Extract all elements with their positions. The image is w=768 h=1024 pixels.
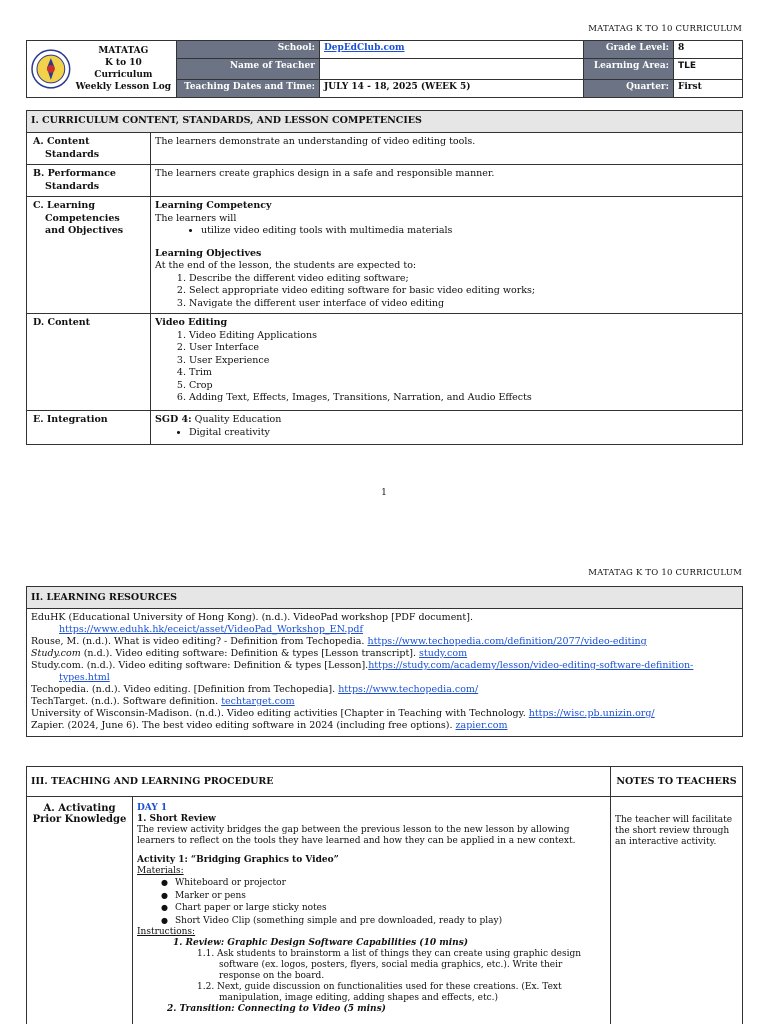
content-item: 2. User Interface [189,342,738,355]
dates-value: JULY 14 - 18, 2025 (WEEK 5) [320,80,584,98]
section-resources-table [26,586,743,737]
content-item: 1. Video Editing Applications [189,330,738,343]
area-label: Learning Area: [584,59,674,80]
reference-item: University of Wisconsin-Madison. (n.d.). Video editing activities [Chapter in Teaching with Technology. https://wisc.pb.unizin.org/ [31,708,655,719]
day-label: DAY 1 [137,803,168,813]
objective-item: 2. Select appropriate video editing software for basic video editing works; [189,285,738,298]
material-item: ● Marker or pens [175,890,606,903]
reference-item: Zapier. (2024, June 6). The best video editing software in 2024 (including free options). zapier.com [31,720,508,731]
reference-item: Techopedia. (n.d.). Video editing. [Definition from Techopedia]. https://www.techopedia.com/ [31,684,479,695]
instructions-label: Instructions: [137,927,196,937]
content-heading: Video Editing [155,317,228,328]
objectives-heading: Learning Objectives [155,247,262,259]
step-1: 1. Review: Graphic Design Software Capabilities (10 mins) [173,938,469,948]
reference-item: EduHK (Educational University of Hong Kong). (n.d.). VideoPad workshop [PDF document]. https://www.eduhk.hk/eceict/asset/VideoPad_Workshop_EN.pdf [31,612,473,635]
performance-standards-label: B. Performance Standards [33,168,116,192]
material-item: ● Whiteboard or projector [175,877,606,890]
reference-link[interactable]: https://www.techopedia.com/ [338,684,479,695]
objective-item: 3. Navigate the different user interface of video editing [189,298,738,311]
reference-item: Rouse, M. (n.d.). What is video editing? - Definition from Techopedia. https://www.techopedia.com/definition/2077/video-editing [31,636,647,647]
teacher-label: Name of Teacher [177,59,320,80]
competencies-label: C. Learning Competencies and Objectives [33,200,124,236]
competency-heading: Learning Competency [155,200,272,211]
integration-item: • Digital creativity [189,427,738,440]
section-curriculum-table [26,110,743,445]
reference-link[interactable]: study.com [419,648,468,659]
reference-item: Study.com. (n.d.). Video editing software: Definition & types [Lesson].https://study.com/academy/lesson/video-editing-software-definition-types.html [31,660,694,683]
content-label: D. Content [33,317,91,328]
integration-cell [151,411,743,445]
integration-label: E. Integration [33,414,108,425]
activity-heading: Activity 1: “Bridging Graphics to Video” [137,855,339,865]
reference-item: Study.com (n.d.). Video editing software: Definition & types [Lesson transcript]. study.com [31,648,468,659]
logo-title-2: K to 10 Curriculum [94,58,153,80]
logo-title-1: MATATAG [98,46,149,56]
performance-standards-text: The learners create graphics design in a safe and responsible manner. [151,165,743,197]
material-item: ● Chart paper or large sticky notes [175,902,606,915]
objectives-intro: At the end of the lesson, the students are expected to: [155,260,417,271]
competency-item: • utilize video editing tools with multimedia materials [201,225,738,238]
content-cell [151,314,743,411]
reference-link[interactable]: techtarget.com [221,696,295,707]
material-item: ● Short Video Clip (something simple and pre downloaded, ready to play) [175,915,606,928]
reference-link[interactable]: https://study.com/academy/lesson/video-editing-software-definition-types.html [59,660,694,683]
grade-value: 8 [674,41,743,59]
step-2: 2. Transition: Connecting to Video (5 mins) [167,1004,386,1014]
reference-link[interactable]: https://wisc.pb.unizin.org/ [528,708,655,719]
procedure-cell [133,797,611,1024]
content-item: 5. Crop [189,380,738,393]
short-review-text: The review activity bridges the gap between the previous lesson to the new lesson by allowing learners to reflect on the tools they have learned and how they can be applied in a new context. [137,825,576,846]
content-item: 4. Trim [189,367,738,380]
dates-label: Teaching Dates and Time: [177,80,320,98]
section-procedure-table [26,766,743,1024]
page-header: MATATAG K TO 10 CURRICULUM [588,568,742,578]
school-link[interactable]: DepEdClub.com [324,43,405,53]
teacher-value [320,59,584,80]
section-1-title: I. CURRICULUM CONTENT, STANDARDS, AND LESSON COMPETENCIES [27,111,743,133]
school-label: School: [177,41,320,59]
quarter-value: First [674,80,743,98]
competencies-cell [151,197,743,314]
reference-link[interactable]: https://www.techopedia.com/definition/2077/video-editing [367,636,647,647]
quarter-label: Quarter: [584,80,674,98]
content-standards-label: A. Content Standards [33,136,100,160]
lesson-header-table [26,40,743,98]
competency-intro: The learners will [155,212,237,224]
integration-heading: SGD 4: [155,414,192,425]
resources-cell [27,609,743,737]
section-2-title: II. LEARNING RESOURCES [27,587,743,609]
step-1-1: 1.1. Ask students to brainstorm a list of things they can create using graphic design software (ex. logos, posters, flyers, social media graphics, etc.). Write their response on the board. [197,949,582,981]
content-item: 6. Adding Text, Effects, Images, Transitions, Narration, and Audio Effects [189,392,738,405]
materials-label: Materials: [137,866,184,876]
logo-title-3: Weekly Lesson Log [75,82,172,92]
page-number: 1 [381,488,387,498]
grade-label: Grade Level: [584,41,674,59]
reference-link[interactable]: https://www.eduhk.hk/eceict/asset/VideoPad_Workshop_EN.pdf [59,624,364,635]
objective-item: 1. Describe the different video editing software; [189,273,738,286]
area-value: TLE [674,59,743,80]
logo-cell [27,41,177,98]
reference-link[interactable]: zapier.com [455,720,508,731]
deped-seal-icon [31,49,71,89]
content-item: 3. User Experience [189,355,738,368]
content-standards-text: The learners demonstrate an understanding of video editing tools. [151,133,743,165]
short-review-heading: 1. Short Review [137,814,216,824]
section-3-title: III. TEACHING AND LEARNING PROCEDURE [27,767,611,797]
notes-cell: The teacher will facilitate the short review through an interactive activity. [611,797,743,1024]
page-header: MATATAG K TO 10 CURRICULUM [588,24,742,34]
integration-text: Quality Education [191,414,282,425]
activating-knowledge-label: A. Activating Prior Knowledge [27,797,133,1024]
reference-item: TechTarget. (n.d.). Software definition. techtarget.com [31,696,295,707]
step-1-2: 1.2. Next, guide discussion on functionalities used for these creations. (Ex. Text manipulation, image editing, adding shapes and effects, etc.) [197,982,562,1003]
notes-title: NOTES TO TEACHERS [611,767,743,797]
